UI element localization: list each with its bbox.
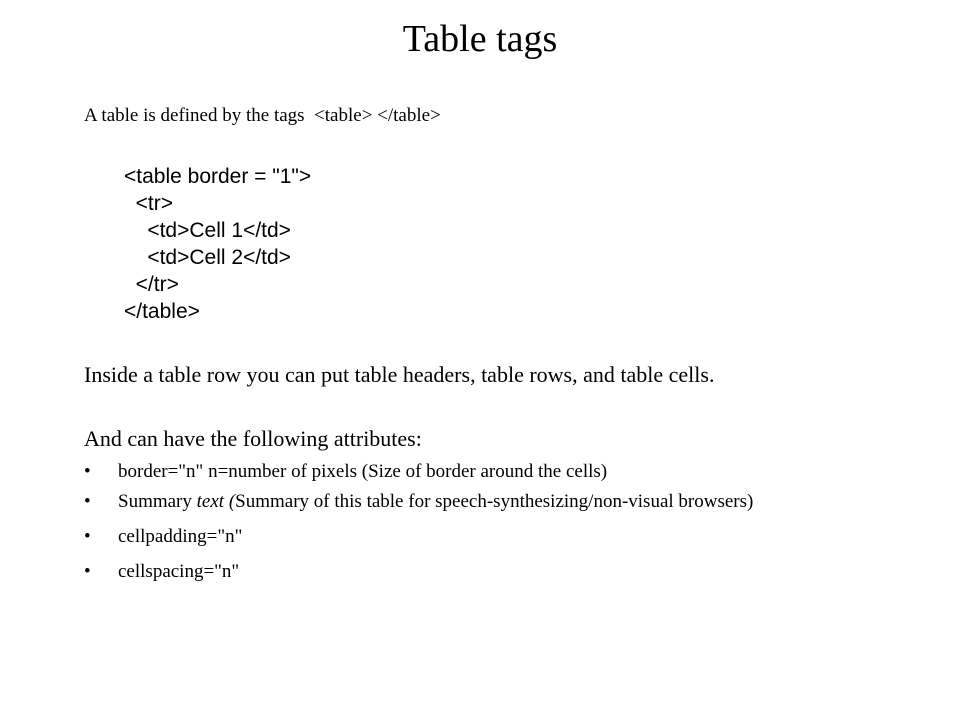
code-line-td-cell-2: <td>Cell 2</td> (124, 246, 291, 269)
slide-title: Table tags (402, 18, 558, 60)
bullet-cellspacing (84, 560, 864, 584)
code-line-table-open: <table border = "1"> (124, 165, 312, 188)
intro-text: A table is defined by the tags <table> </table> (84, 105, 441, 126)
code-line-td-cell-1: <td>Cell 1</td> (124, 219, 291, 242)
bullet-cellpadding-text: cellpadding="n" (118, 526, 243, 547)
bullet-summary-italic: text ( (196, 491, 236, 512)
bullet-summary (84, 490, 864, 514)
bullet-border-text: border="n" n=number of pixels (Size of border around the cells) (118, 461, 608, 482)
code-example (124, 163, 311, 325)
bullet-summary-term: Summary (118, 491, 197, 512)
code-line-tr-open: <tr> (124, 192, 174, 215)
code-line-tr-close: </tr> (124, 273, 179, 296)
code-line-table-close: </table> (124, 300, 200, 323)
bullet-summary-description: Summary of this table for speech-synthesizing/non-visual browsers) (235, 491, 754, 512)
attributes-heading: And can have the following attributes: (84, 426, 422, 451)
bullet-cellspacing-text: cellspacing="n" (118, 561, 240, 582)
bullet-border (84, 460, 864, 484)
attribute-list (84, 460, 864, 584)
bullet-cellpadding (84, 525, 864, 549)
table-row-content-paragraph: Inside a table row you can put table headers, table rows, and table cells. (84, 362, 715, 387)
